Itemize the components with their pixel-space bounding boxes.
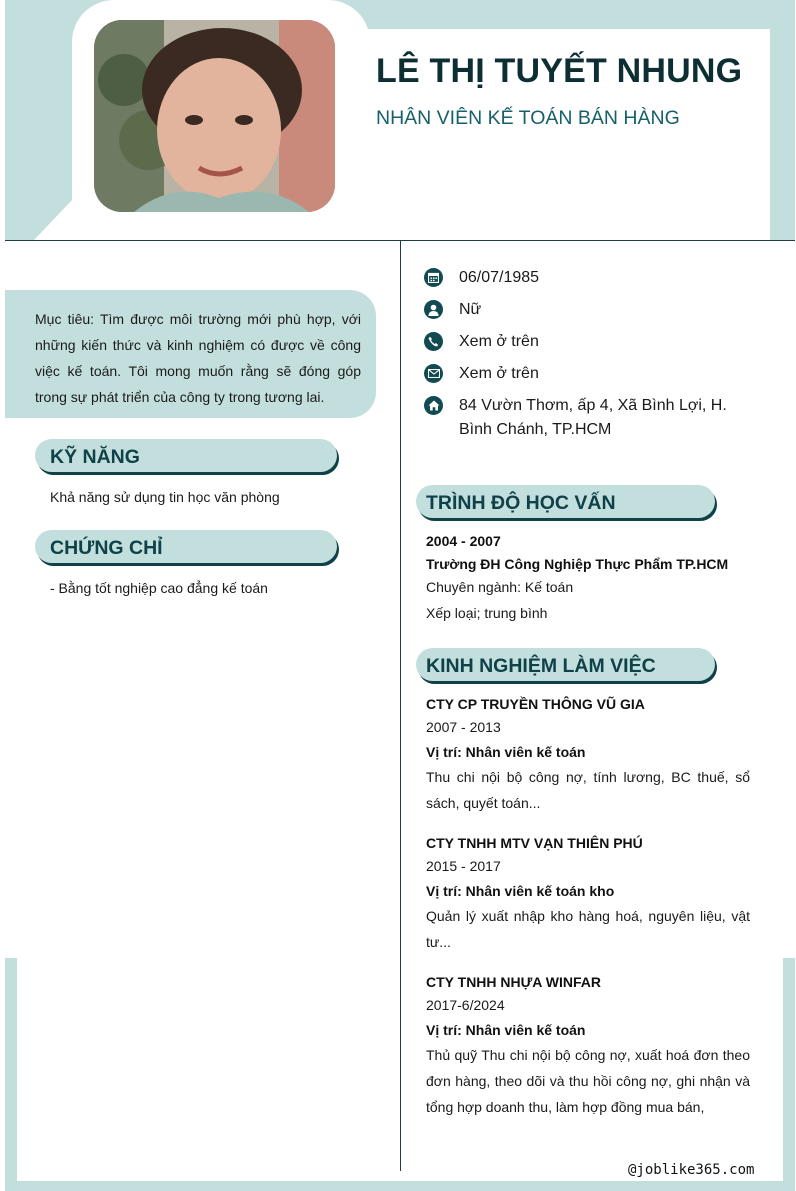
footer-frame-bottom [5,1181,795,1191]
contact-birthday [424,266,764,290]
experience-company: CTY TNHH NHỰA WINFAR [426,974,601,990]
profile-photo [94,20,335,212]
skills-text: Khả năng sử dụng tin học văn phòng [50,489,280,505]
experience-period: 2007 - 2013 [426,719,501,735]
column-divider [400,241,401,1171]
phone-icon [424,332,443,351]
experience-period: 2015 - 2017 [426,858,501,874]
experience-item [426,694,750,816]
experience-position: Vị trí: Nhân viên kế toán kho [426,883,615,899]
contact-phone [424,330,764,354]
email-text: Xem ở trên [459,365,539,382]
experience-item [426,972,750,1120]
mail-icon [424,364,443,383]
education-entry [426,531,750,626]
footer-frame-right [783,958,795,1191]
certificates-text: - Bằng tốt nghiệp cao đẳng kế toán [50,580,268,596]
contact-address [424,394,764,442]
experience-description: Thủ quỹ Thu chi nội bộ công nợ, xuất hoá đơn theo đơn hàng, theo dõi và thu hồi công nợ, ghi nhận và tổng hợp doanh thu, làm hợp đồng mua bán, [426,1047,750,1115]
experience-position: Vị trí: Nhân viên kế toán [426,744,586,760]
candidate-name: LÊ THỊ TUYẾT NHUNG [376,52,743,90]
contact-email [424,362,764,386]
section-heading-experience: KINH NGHIỆM LÀM VIỆC [416,648,715,681]
phone-text: Xem ở trên [459,333,539,350]
home-icon [424,396,443,415]
calendar-icon [424,268,443,287]
education-rank: Xếp loại; trung bình [426,605,548,621]
experience-description: Thu chi nội bộ công nợ, tính lương, BC thuế, sổ sách, quyết toán... [426,769,750,811]
education-period: 2004 - 2007 [426,533,501,549]
birthday-text: 06/07/1985 [459,269,540,286]
photo-frame-notch [34,198,74,240]
gender-text: Nữ [459,301,482,318]
user-icon [424,300,443,319]
section-heading-education: TRÌNH ĐỘ HỌC VẤN [416,485,715,518]
education-school: Trường ĐH Công Nghiệp Thực Phẩm TP.HCM [426,556,729,572]
experience-period: 2017-6/2024 [426,997,505,1013]
experience-item [426,833,750,955]
career-objective: Mục tiêu: Tìm được môi trường mới phù hợp, với những kiến thức và kinh nghiệm có được về công việc kế toán. Tôi mong muốn rằng sẽ đóng góp trong sự phát triển của công ty trong tương lai. [5,290,376,418]
education-major: Chuyên ngành: Kế toán [426,579,574,595]
section-heading-certificates: CHỨNG CHỈ [35,530,337,563]
address-text: 84 Vườn Thơm, ấp 4, Xã Bình Lợi, H. Bình Chánh, TP.HCM [459,397,727,438]
experience-description: Quản lý xuất nhập kho hàng hoá, nguyên liệu, vật tư... [426,908,750,950]
footer-frame-left [5,958,17,1191]
experience-company: CTY TNHH MTV VẠN THIÊN PHÚ [426,835,643,851]
section-heading-skills: KỸ NĂNG [35,439,337,472]
experience-position: Vị trí: Nhân viên kế toán [426,1022,586,1038]
experience-company: CTY CP TRUYỀN THÔNG VŨ GIA [426,696,645,712]
contact-gender [424,298,764,322]
job-title: NHÂN VIÊN KẾ TOÁN BÁN HÀNG [376,107,680,129]
watermark: @joblike365.com [628,1162,755,1178]
